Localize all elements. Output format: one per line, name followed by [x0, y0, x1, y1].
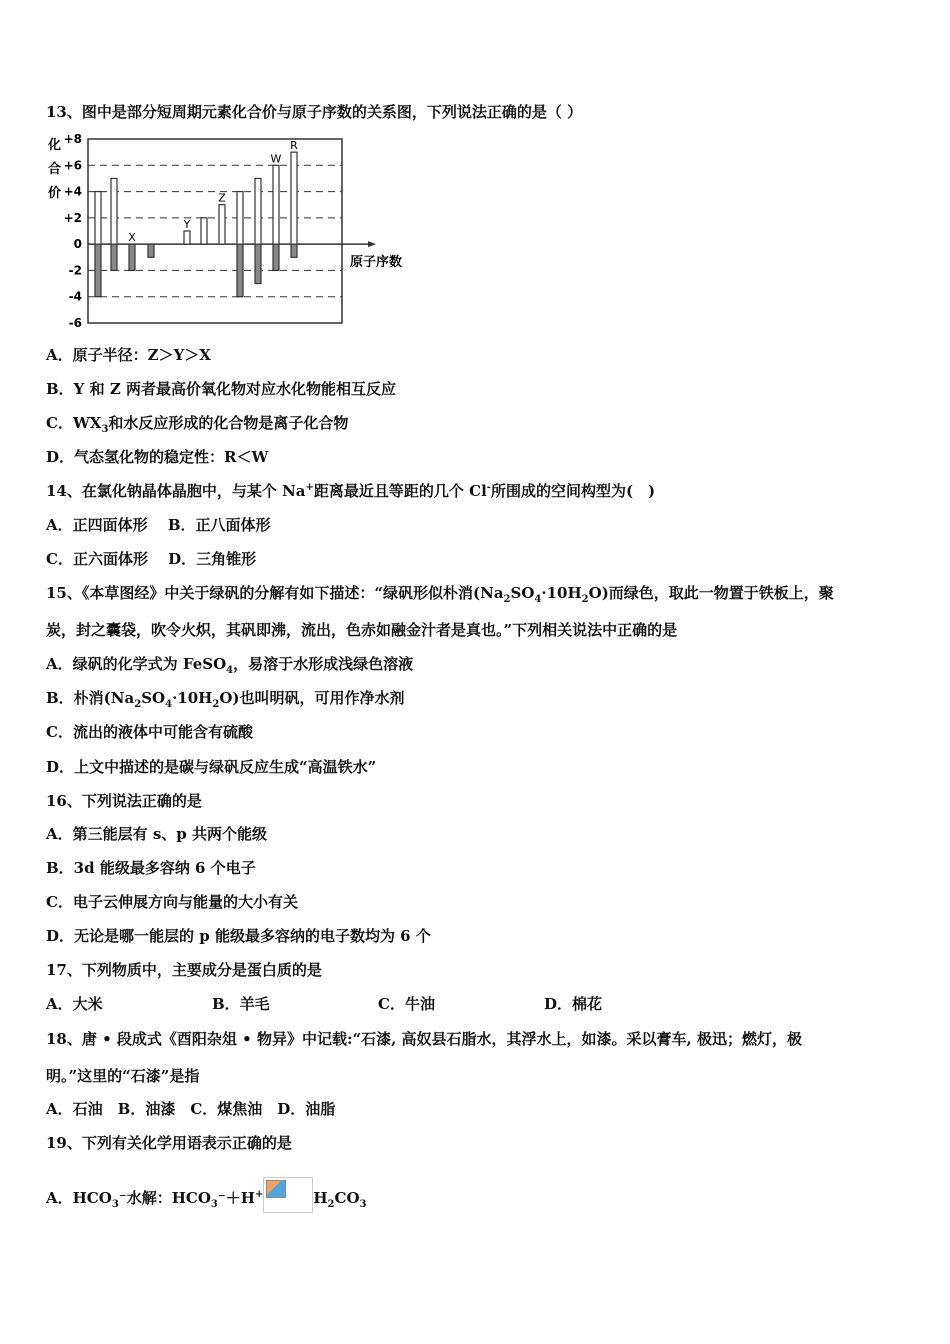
bar-positive: [95, 192, 101, 245]
bar-negative: [237, 244, 243, 297]
bar-positive: [255, 178, 261, 244]
bar-negative: [255, 244, 261, 283]
bar-negative: [95, 244, 101, 297]
y-tick-label: -4: [68, 289, 82, 304]
q17-option-c: C．牛油: [378, 995, 435, 1013]
q19-option-a: A．$HCO_3^-$水解：$HCO_3^-+H^+$ $H_2CO_3$: [46, 1177, 367, 1213]
q14-stem: 14、在氯化钠晶体晶胞中，与某个 Na+距离最近且等距的几个 Cl-所围成的空间构型为( ): [46, 482, 656, 500]
q14-options-row2: C．正六面体形 D．三角锥形: [46, 550, 257, 568]
q16-stem: 16、下列说法正确的是: [46, 792, 202, 810]
y-tick-label: 0: [73, 237, 82, 252]
q14-options-row1: A．正四面体形 B．正八面体形: [46, 516, 271, 534]
q17-option-a: A．大米: [46, 995, 103, 1013]
bar-negative: [273, 244, 279, 270]
y-axis-label-char: 化: [48, 138, 62, 153]
bar-label: Y: [183, 218, 191, 231]
q13-option-c: C．$WX_3$和水反应形成的化合物是离子化合物: [46, 414, 349, 435]
y-tick-label: -6: [68, 316, 82, 330]
bar-label: R: [290, 139, 298, 153]
q15-option-d: D．上文中描述的是碳与绿矾反应生成“高温铁水”: [46, 758, 377, 776]
q16-option-a: A．第三能层有 s、p 共两个能级: [46, 825, 268, 843]
bar-label: W: [270, 152, 282, 166]
q17-stem: 17、下列物质中，主要成分是蛋白质的是: [46, 961, 322, 979]
q17-option-d: D．棉花: [544, 995, 603, 1013]
y-tick-label: +8: [63, 132, 82, 146]
bar-negative: [111, 244, 117, 270]
bar-positive: [111, 178, 117, 244]
bar-positive: [184, 231, 190, 244]
bar-positive: [237, 192, 243, 245]
y-tick-label: +2: [63, 210, 82, 225]
bar-negative: [148, 244, 154, 257]
q13-option-b: B．Y 和 Z 两者最高价氧化物对应水化物能相互反应: [46, 380, 397, 398]
bar-positive: [201, 218, 207, 244]
q15-option-c: C．流出的液体中可能含有硫酸: [46, 723, 253, 741]
x-axis-label: 原子序数: [350, 255, 403, 271]
q17-options: [46, 994, 710, 1014]
y-tick-label: -2: [68, 263, 82, 278]
q13-option-a: A．原子半径：Z＞Y＞X: [46, 346, 211, 364]
q18-stem-line2: 明。”这里的“石漆”是指: [46, 1067, 200, 1085]
y-tick-label: +6: [63, 158, 82, 173]
y-tick-label: +4: [63, 184, 82, 199]
q15-option-b: B．朴消$(Na_2SO_4\cdot 10H_2O)$也叫明矾，可用作净水剂: [46, 689, 405, 710]
q16-option-c: C．电子云伸展方向与能量的大小有关: [46, 893, 298, 911]
y-axis-label-char: 合: [48, 162, 62, 177]
q16-option-b: B．3d 能级最多容纳 6 个电子: [46, 859, 256, 877]
q13-stem: 13、图中是部分短周期元素化合价与原子序数的关系图，下列说法正确的是（ ）: [46, 103, 583, 121]
q17-option-b: B．羊毛: [212, 995, 270, 1013]
q13-chart: [44, 132, 403, 330]
bar-negative: [129, 244, 135, 270]
bar-positive: [273, 165, 279, 244]
bar-positive: [291, 152, 297, 244]
x-axis-arrow: [368, 241, 376, 247]
bar-label: X: [128, 231, 136, 245]
q13-option-d: D．气态氢化物的稳定性：R＜W: [46, 448, 269, 466]
q15-stem-line2: 炭，封之囊袋，吹令火炽，其矾即沸，流出，色赤如融金汁者是真也。”下列相关说法中正确的是: [46, 621, 678, 639]
q19-stem: 19、下列有关化学用语表示正确的是: [46, 1134, 292, 1152]
q15-option-a: A．绿矾的化学式为 FeSO$_4$，易溶于水形成浅绿色溶液: [46, 655, 414, 676]
broken-image-icon: [263, 1177, 313, 1213]
q18-options: A．石油 B．油漆 C．煤焦油 D．油脂: [46, 1100, 336, 1118]
y-axis-label-char: 价: [48, 186, 62, 201]
bar-positive: [219, 205, 225, 244]
q15-stem-line1: 15、《本草图经》中关于绿矾的分解有如下描述：“绿矾形似朴消$(Na_2SO_4\cdot 10H_2O)$而绿色，取此一物置于铁板上，聚: [46, 584, 834, 605]
q18-stem-line1: 18、唐 • 段成式《酉阳杂俎 • 物异》中记载:“石漆, 高奴县石脂水，其浮水上，如漆。采以膏车, 极迅；燃灯，极: [46, 1030, 802, 1048]
bar-label: Z: [218, 191, 226, 205]
chart-frame: [88, 139, 342, 323]
bar-negative: [291, 244, 297, 257]
q16-option-d: D．无论是哪一能层的 p 能级最多容纳的电子数均为 6 个: [46, 927, 431, 945]
